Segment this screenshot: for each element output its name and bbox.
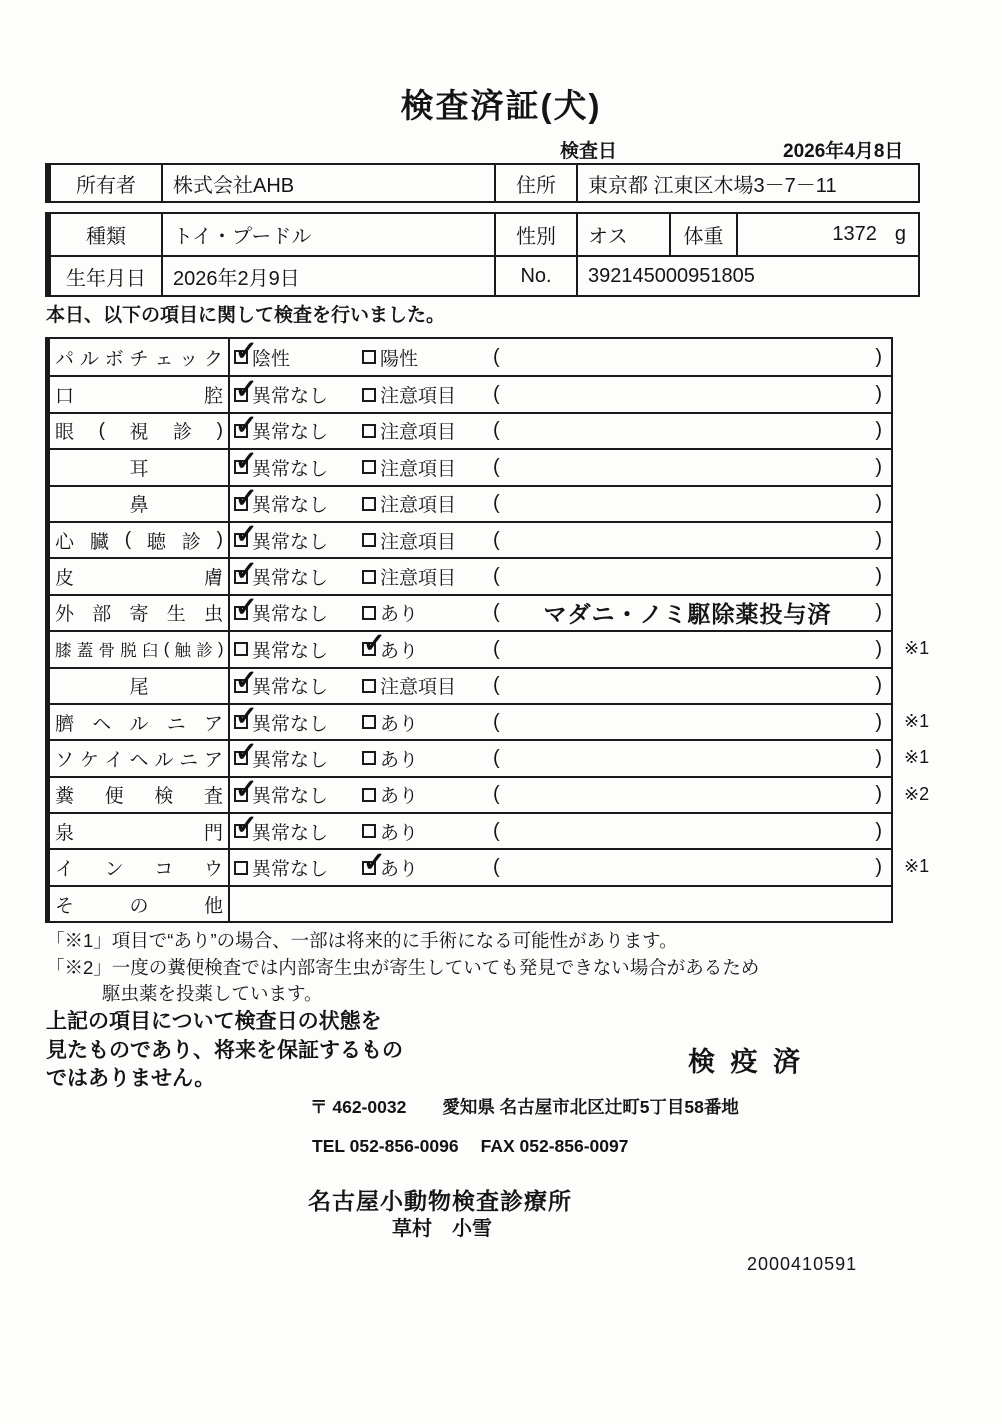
exam-result-cell — [230, 887, 891, 921]
exam-result-cell — [230, 446, 891, 484]
birthdate-value-cell: 2026年2月9日 — [163, 257, 496, 296]
exam-item-label: 耳 — [50, 450, 230, 484]
pet-table — [45, 212, 920, 297]
disclaimer-paragraph — [46, 1008, 403, 1094]
empty-checkbox-icon — [362, 533, 376, 547]
paren-note-text: マダニ・ノミ駆除薬投与済 — [543, 601, 832, 628]
exam-item-label: パ ル ボ チ ェ ッ ク — [50, 339, 230, 375]
fax-number: FAX 052-856-0097 — [480, 1136, 629, 1156]
option-label: 異常なし — [252, 677, 329, 699]
empty-checkbox-icon — [362, 424, 376, 438]
option-label: 注意項目 — [380, 531, 457, 553]
exam-option — [362, 563, 493, 590]
checked-checkbox-icon: ✓ — [235, 591, 258, 622]
checked-checkbox-icon: ✓ — [235, 519, 258, 550]
option-label: 異常なし — [252, 713, 329, 735]
option-label: あり — [380, 713, 419, 735]
empty-checkbox-icon — [362, 497, 376, 511]
exam-item-label: 鼻 — [50, 487, 230, 521]
owner-label-cell: 所有者 — [51, 165, 163, 201]
exam-item-label: イ ン コ ウ — [50, 850, 230, 884]
exam-option — [234, 336, 362, 371]
empty-checkbox-icon — [362, 350, 376, 364]
exam-option — [362, 628, 493, 663]
exam-result-cell — [230, 628, 891, 666]
option-label: あり — [380, 604, 419, 626]
exam-item-label: 心 臓 ( 聴 診 ) — [50, 523, 230, 557]
serial-number: 2000410591 — [747, 1254, 858, 1274]
clinic-address-line — [310, 1094, 739, 1119]
exam-option — [234, 636, 362, 663]
exam-result-cell — [230, 336, 891, 375]
tel-number: TEL 052-856-0096 — [312, 1136, 459, 1156]
exam-option — [234, 482, 362, 517]
exam-row — [50, 885, 891, 921]
exam-option — [362, 599, 493, 626]
option-label: 異常なし — [252, 822, 329, 844]
exam-row — [50, 812, 891, 848]
exam-date-label: 検査日 — [560, 141, 618, 162]
exam-result-cell — [230, 373, 891, 411]
exam-option — [362, 454, 493, 481]
result-paren-field: ( ) — [493, 637, 882, 660]
checked-checkbox-icon: ✓ — [235, 336, 258, 367]
footnote-marker: ※2 — [904, 783, 930, 804]
exam-option — [234, 373, 362, 408]
exam-result-cell — [230, 482, 891, 521]
exam-result-cell — [230, 409, 891, 448]
exam-option — [362, 417, 493, 444]
sex-label-cell: 性別 — [496, 214, 578, 255]
result-paren-field: ( ) — [493, 819, 882, 842]
exam-result-cell — [230, 701, 891, 739]
footnotes — [46, 928, 759, 1008]
clinic-name: 名古屋小動物検査診療所 — [308, 1188, 572, 1214]
result-paren-field: ( ) — [493, 455, 882, 478]
option-label: 陰性 — [252, 348, 291, 370]
exam-row — [50, 701, 930, 739]
address-value-cell: 東京都 江東区木場3－7－11 — [588, 174, 837, 197]
result-paren-field: ( ) — [493, 565, 882, 588]
footnote-line-2: 「※2」一度の糞便検査では内部寄生虫が寄生していても発見できない場合があるため — [46, 956, 760, 978]
number-label-cell: No. — [496, 257, 578, 296]
result-paren-field: ( ) — [493, 492, 882, 515]
exam-result-cell — [230, 810, 891, 848]
veterinarian-name: 草村 小雪 — [392, 1218, 492, 1240]
footnote-marker: ※1 — [904, 856, 930, 877]
footnote-marker: ※1 — [904, 638, 930, 659]
option-label: あり — [380, 786, 419, 808]
intro-sentence: 本日、以下の項目に関して検査を行いました。 — [46, 305, 446, 326]
exam-option — [362, 672, 493, 699]
result-paren-field: ( ) — [493, 856, 882, 879]
checked-checkbox-icon: ✓ — [235, 737, 258, 768]
option-label: 異常なし — [252, 386, 329, 408]
footnote-marker: ※1 — [904, 710, 930, 731]
exam-result-cell — [230, 664, 891, 703]
footnote-line-1: 「※1」項目で“あり”の場合、一部は将来的に手術になる可能性があります。 — [46, 930, 678, 951]
exam-item-label: 口 腔 — [50, 377, 230, 411]
exam-row — [50, 664, 891, 703]
result-paren-field: ( ) — [493, 383, 882, 406]
exam-option — [234, 555, 362, 590]
checked-checkbox-icon: ✓ — [235, 373, 258, 404]
empty-checkbox-icon — [362, 751, 376, 765]
option-label: 注意項目 — [380, 422, 457, 444]
breed-value-cell: トイ・プードル — [163, 214, 496, 255]
address-label-cell: 住所 — [496, 165, 578, 201]
option-label: あり — [380, 640, 419, 662]
exam-row — [50, 628, 930, 666]
exam-item-label: 泉 門 — [50, 814, 230, 848]
exam-item-label: 皮 膚 — [50, 559, 230, 593]
owner-value-cell: 株式会社AHB — [163, 165, 496, 201]
option-label: 異常なし — [252, 568, 329, 590]
clinic-phone-line — [312, 1136, 628, 1157]
number-value-cell: 392145000951805 — [588, 265, 755, 287]
checked-checkbox-icon: ✓ — [235, 446, 258, 477]
result-paren-field: ( ) — [493, 783, 882, 806]
exam-item-label: 眼 ( 視 診 ) — [50, 414, 230, 448]
exam-row — [50, 591, 891, 630]
clinic-address: 愛知県 名古屋市北区辻町5丁目58番地 — [442, 1097, 739, 1117]
weight-value-cell — [738, 214, 920, 255]
exam-row — [50, 521, 891, 557]
result-paren-field: ( ) — [493, 746, 882, 769]
exam-item-label: 尾 — [50, 669, 230, 703]
option-label: 注意項目 — [380, 458, 457, 480]
exam-option — [362, 745, 493, 772]
option-label: 異常なし — [252, 604, 329, 626]
checked-checkbox-icon: ✓ — [363, 846, 386, 877]
exam-date-value: 2026年4月8日 — [783, 141, 904, 162]
exam-option — [234, 591, 362, 626]
exam-option — [362, 781, 493, 808]
exam-result-cell — [230, 737, 891, 775]
postal-code: 〒 462-0032 — [310, 1097, 407, 1117]
exam-checklist-table — [45, 336, 930, 923]
checked-checkbox-icon: ✓ — [235, 701, 258, 732]
exam-result-cell — [230, 773, 891, 812]
option-label: 注意項目 — [380, 495, 457, 517]
exam-option — [362, 527, 493, 554]
footnote-line-3: 駆虫薬を投薬しています。 — [102, 983, 323, 1004]
page-title: 検査済証(犬) — [400, 87, 602, 124]
exam-option — [362, 846, 493, 881]
option-label: 異常なし — [252, 749, 329, 771]
exam-row — [50, 557, 891, 593]
exam-item-label: 膝 蓋 骨 脱 臼 ( 触 診 ) — [50, 632, 230, 666]
exam-option — [234, 737, 362, 772]
checked-checkbox-icon: ✓ — [363, 628, 386, 659]
exam-item-label: 糞 便 検 査 — [50, 778, 230, 812]
exam-row — [50, 448, 891, 484]
pet-table-row-2 — [51, 255, 918, 296]
exam-option — [234, 519, 362, 554]
checked-checkbox-icon: ✓ — [235, 810, 258, 841]
option-label: 異常なし — [252, 786, 329, 808]
option-label: 注意項目 — [380, 386, 457, 408]
option-label: 異常なし — [252, 422, 329, 444]
option-label: 注意項目 — [380, 677, 457, 699]
option-label: 異常なし — [252, 640, 329, 662]
birthdate-label-cell: 生年月日 — [51, 257, 163, 296]
exam-result-cell — [230, 846, 891, 884]
result-paren-field: ( マダニ・ノミ駆除薬投与済 ) — [493, 596, 891, 629]
exam-option — [234, 664, 362, 699]
option-label: 異常なし — [252, 495, 329, 517]
sex-value-cell: オス — [578, 214, 671, 255]
option-label: あり — [380, 859, 419, 881]
weight-label-cell: 体重 — [671, 214, 738, 255]
option-label: 陽性 — [380, 348, 419, 370]
empty-checkbox-icon — [362, 570, 376, 584]
result-paren-field: ( ) — [493, 674, 882, 697]
exam-item-label: 臍 ヘ ル ニ ア — [50, 705, 230, 739]
disclaimer-line-2: 見たものであり、将来を保証するもの — [46, 1038, 403, 1062]
weight-unit: g — [894, 223, 906, 245]
checked-checkbox-icon: ✓ — [235, 773, 258, 804]
exam-row — [50, 846, 930, 884]
empty-checkbox-icon — [362, 388, 376, 402]
exam-result-cell — [230, 555, 891, 593]
pet-table-row-1 — [51, 214, 918, 255]
option-label: 注意項目 — [380, 568, 457, 590]
result-paren-field: ( ) — [493, 528, 882, 551]
exam-row — [50, 375, 891, 411]
weight-value: 1372 — [832, 223, 877, 245]
empty-checkbox-icon — [234, 642, 248, 656]
exam-option — [234, 810, 362, 845]
breed-label-cell: 種類 — [51, 214, 163, 255]
exam-option — [234, 773, 362, 808]
exam-item-label: そ の 他 — [50, 887, 230, 921]
exam-option — [234, 854, 362, 881]
checked-checkbox-icon: ✓ — [235, 482, 258, 513]
exam-item-label: 外 部 寄 生 虫 — [50, 596, 230, 630]
empty-checkbox-icon — [362, 606, 376, 620]
option-label: 異常なし — [252, 859, 329, 881]
exam-result-cell — [230, 591, 891, 630]
exam-option — [234, 701, 362, 736]
empty-checkbox-icon — [362, 679, 376, 693]
result-paren-field: ( ) — [493, 710, 882, 733]
exam-option — [362, 818, 493, 845]
result-paren-field: ( ) — [493, 345, 882, 368]
checked-checkbox-icon: ✓ — [235, 664, 258, 695]
empty-checkbox-icon — [362, 788, 376, 802]
exam-row — [50, 737, 930, 775]
exam-option — [234, 446, 362, 481]
exam-option — [362, 490, 493, 517]
exam-row — [50, 336, 891, 375]
empty-checkbox-icon — [362, 715, 376, 729]
owner-table — [45, 163, 920, 203]
exam-option — [362, 344, 493, 371]
option-label: あり — [380, 822, 419, 844]
option-label: 異常なし — [252, 458, 329, 480]
empty-checkbox-icon — [234, 861, 248, 875]
checked-checkbox-icon: ✓ — [235, 555, 258, 586]
empty-checkbox-icon — [362, 460, 376, 474]
checked-checkbox-icon: ✓ — [235, 409, 258, 440]
exam-option — [362, 381, 493, 408]
exam-row — [50, 482, 891, 521]
option-label: 異常なし — [252, 531, 329, 553]
exam-option — [234, 409, 362, 444]
exam-row — [50, 409, 891, 448]
quarantine-stamp: 検 疫 済 — [688, 1047, 805, 1077]
footnote-marker: ※1 — [904, 747, 930, 768]
exam-row — [50, 773, 930, 812]
result-paren-field: ( ) — [493, 419, 882, 442]
empty-checkbox-icon — [362, 824, 376, 838]
exam-item-label: ソ ケ イ ヘ ル ニ ア — [50, 741, 230, 775]
exam-option — [362, 709, 493, 736]
exam-result-cell — [230, 519, 891, 557]
disclaimer-line-3: ではありません。 — [46, 1067, 216, 1090]
option-label: あり — [380, 749, 419, 771]
disclaimer-line-1: 上記の項目について検査日の状態を — [46, 1010, 382, 1033]
